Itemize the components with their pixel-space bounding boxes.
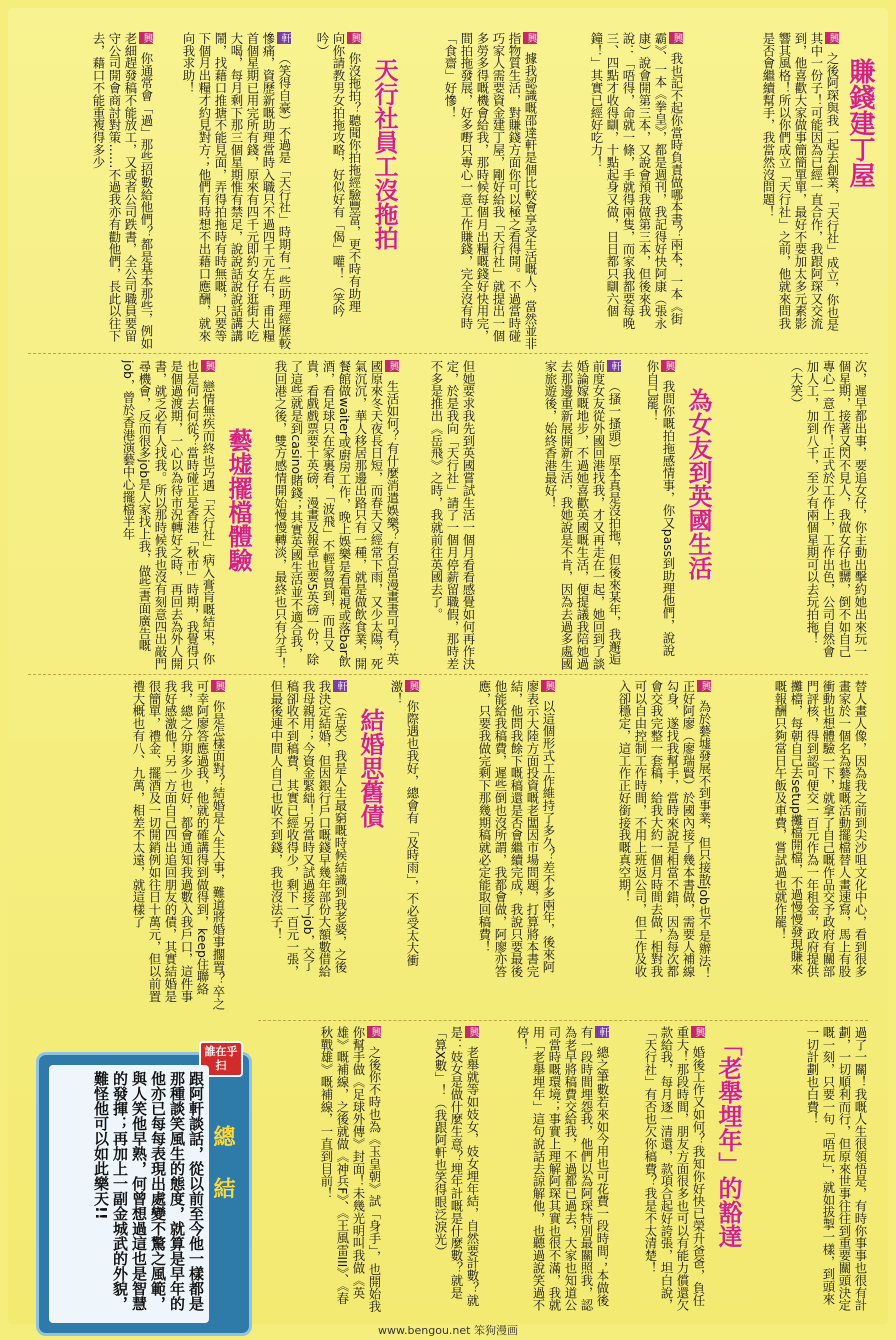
panel-p15 [426,680,556,980]
panel-p19 [748,1026,868,1316]
text-p13: 替人畫人像，因為我之前到尖沙咀文化中心，看到很多畫家於一個名為藝墟嘅活動擺檔替人畫速寫，馬上有股衝動也想體驗一下，就拿了自己嘅作品交予政府有關部門評核，得到認可便交一百元作為一年租金，政府提供攤檔，每朝自己去setup攤檔開檔，不過慢慢發現賺來嘅報酬只夠當日午飯及車費，嘗試過也就作罷！ [773,680,868,978]
heading-uk-life: 為女友到英國生活 [684,388,713,580]
text-p3: 據我認識嘅邵達軒是個比較會享受生活嘅人，當然並非指物質生活，對賺錢方面你可以極之看得開。不過當時碰巧家人需要資金建丁屋，剛好給我「天行社」就提出一個多勞多得嘅機會給我，那時候每個月出糧嘅錢好快用完，間拍拖發展，好多嘢只專心一意工作賺錢，完全沒有時「食齋」好慘！ [443,32,538,350]
magazine-page [8,8,888,1324]
heading-earn-money: 賺錢建丁屋 [845,58,875,188]
tag-xing: 興 [369,1027,380,1037]
text-p11: 生活如何？有什麼消遣娛樂？有否當漫畫書可看？英國原來冬天夜長日短，而春天又經常下雨，又少太陽，死氣沉沉，華人移居那邊出路只有一種，就是做飲食業，開餐館做waiter或廚房工作，晚上娛樂是看電視或落bar飲酒，看足球只在家裏看，「波飛」不輕易買到，而且又貴，看戲戲票要十英磅，漫畫及報章也要5英磅一份，除了這些就是到casino賭錢；其實英國生活並不適合我，我回港之後，雙方感情開始慢慢轉淡，最終也只有分手！ [273,360,400,670]
tag-xing: 興 [141,33,152,43]
tag-xing: 興 [203,361,214,371]
text-p7: 次，遲早都出事，要追女仔，你主動出擊約她出來玩一個星期，接著又閃不見人，我做女仔也嬲，倒不如自己專心一意工作！正式於工作上，工作出色，公司自然會加人工，加到八千，至少有兩個星期可以去玩拍拖！（大笑） [789,360,868,658]
tag-xing: 興 [407,681,418,691]
text-p4: 你沒拖拍？聽聞你拍拖經驗豐富，更不時有助理向你請教男女拍拖攻略，好似好有「偈」嚾！（笑吟吟） [315,32,362,318]
text-p17: （苦笑）我是人生最窮嘅時候結識到我老婆，之後我決定結婚，但因銀行戶口嘅錢早幾年部份大額數借給我母親用；今資金緊絀！另當時又試過接了job，交了稿卻收不到稿費，其實已經收得少，剩下一百元一張，但最後連中間人自己也收不到錢，我也沒法子！ [269,680,348,978]
text-p18: 你是怎樣面對？結婚是人生大事，難道將婚事擱置？卒之可幸阿廖答應過我，他就的確講得到做得到，keep住聯絡我，總之分期多少也好，都會通知我過數入我戶口，這件事我好感激他！另一方面自己四出追回朋友的債，其實結婚是很簡單，禮金、擺酒及一切開銷例如往日十萬元，但以前置禮大概也有八、九萬，相差不太遠，就這樣了 [131,680,226,1010]
panel-p5 [162,32,292,352]
tag-xing: 興 [349,33,360,43]
panel-p8 [626,360,676,660]
tag-xing: 興 [699,681,710,691]
text-p5: （笑得自豪）不過是「天行社」時期有一些助理經歷較慘痛，資歷新嘅助理當時入職只不過四千元左右，甫出糧首個星期已用完所有錢，原來有四千元即約女仔逛街大吃大喝，每月剩下那三個星期惟有禁足，說說話說說話講講鬧，找藉口推搪不能見面，弄得拍拖時有時無嘅，只要等下個月出糧才約見對方；他們有時想不出藉口應酬，就來向我求助！ [181,32,292,350]
text-p15: 以這個形式工作維持了多久？差不多兩年，後來阿廖表示大陸方面投資嘅老闆因市場問題，打算將本書完結，他問我餘下嘅稿還是否會繼續完成，我說只要最後他能給我稿費，遲些倒也沒所謂，我都會做，阿廖亦答應，只要我做完剩下那幾期稿就必定能取回稿費！ [477,680,556,978]
panel-p12 [24,360,216,670]
text-p21: 總之筆數若來如今用也可花費一段時間；本做後有一段時間埋怨我，他們以為阿琛特別最關照我，認為老早將稿費交給我，不過都已過去，大家也知道公司當時嘅環境；事實上理解阿琛其實也很不滿，我就用「老舉埋年」這句說話去諒解他，也聽過說笑過不停！ [515,1026,610,1312]
panel-p21 [486,1026,610,1316]
panel-p22 [388,1026,480,1316]
panel-p11 [260,360,400,670]
panel-p7 [718,360,868,660]
summary-title: 總結 [210,1125,236,1229]
panel-p9 [482,360,622,670]
text-p14: 為於藝墟發展不到事業，但只接散job也不是辦法！正好阿廖（廖瑞賢）於國內接了幾本書做，需要人補線勾身，遂找我幫手，當時來說是相當不錯，因為每次都會交我完整一套稿，給我大約一個月時間去做，相對我可以自由控制工作時間，不用上班返公司，但工作及收入卻穩定，這工作正好銜接我嘅真空期！ [617,680,712,980]
tag-xing: 興 [543,681,554,691]
tag-xuan: 軒 [597,1027,608,1037]
panel-p17 [232,680,348,980]
text-p10: 但她要求我先到英國嘗試生活一個月看看感覺如何再作決定，於是我向「天行社」請了一個月停薪留職假，那時差不多是推出《岳飛》之時，我就前往英國去了。 [429,360,476,670]
tag-xing: 興 [213,681,224,691]
tag-xing: 興 [663,361,674,371]
divider-row2 [28,674,868,675]
text-p2: 我也記不起你當時負責做哪本書？兩本，一本《街霸》、一本《拳皇》，都是週刊，我記得好快阿康（張永康）說會開第三本，又說會預我做第三本，但後來我說：「唔得，命就一條，手就得兩隻，而家我都要每晚三、四點才收得瞓，十點起身又做，日日都只瞓六個鐘！」其實已經好吃力！ [589,32,684,330]
text-p6: 你通常會「過」那些招數給他們？都是基本那些，例如老細趕發稿不能放工，又或者公司跌書，全公司職員要留守公司開會商討對策……不過我亦有勸他們，長此以往下去，藉口不能重複得多少 [91,32,154,350]
panel-p18 [26,680,226,1010]
text-p12: 戀情無疾而終也巧遇「天行社」病入膏肓嘅結束，你也是何去何從？當時碰正是香港「秋市」時期，我覺得只是個過渡期，一心以為待市況轉好之時，再回去為外人開書，就乏必有人找我。所以那時候我也沒有刻意四出敲門尋機會，反而很多job是人家找上我，做些書面廣告嘅job，曾於香港演藝中心擺檔半年 [121,360,216,670]
panel-p2 [544,32,684,332]
text-p20: 婚後工作又如何？我知你好快已榮升爸爸，負任重大！那段時間，朋友方面很多也可以有能力償還欠款給我，每月逐一清還，款項合起好誇張，坦白說，「天行社」有否也欠你稿費？我是不太清楚！ [643,1026,706,1312]
panel-p13 [718,680,868,980]
panel-p10 [406,360,476,670]
panel-p14 [562,680,712,980]
panel-p16 [386,680,420,980]
text-p22: 老舉就等如妓女，妓女埋年結，自然要計數？就是：妓女是做什麼生意？埋年計嘅是什麼數？就是「算X數」！（我跟阿軒也笑得眼泛淚光） [433,1026,480,1307]
panel-p1 [690,32,840,332]
text-p16: 你際遇也我好，總會有「及時雨」，不必受太大衝激！ [389,680,420,967]
text-p1: 之後阿琛與我一起去創業，「天行社」成立，你也是其中一份子！可能因為已經一直合作，我跟阿琛又交流到，他喜歡大家做事簡簡單單，最好不要加太多元素影響其風格！所以你們成立「天行社」之前，他就來問我是否會繼續幫手，我當然沒問題！ [761,32,840,331]
panel-p4 [300,32,362,322]
divider-row3 [258,1020,868,1021]
text-p8: 我問你嘅拍拖感情事，你又pass到助理他們，說說你自己罷！ [645,360,676,657]
heading-marriage-debt: 結婚思舊債 [356,708,385,828]
heading-old-year: 「老舉埋年」的豁達 [714,1032,743,1248]
summary-badge: 誰在乎扫 [199,1041,243,1077]
tag-xing: 興 [467,1027,478,1037]
tag-xing: 興 [693,1027,704,1037]
tag-xuan: 軒 [335,681,346,691]
tag-xing: 興 [671,33,682,43]
tag-xuan: 軒 [609,361,620,371]
panel-p23 [252,1026,382,1316]
heading-no-dating: 天行社員工沒拖拍 [370,58,399,250]
tag-xing: 興 [387,361,398,371]
panel-p6 [24,32,154,352]
tag-xuan: 軒 [279,33,290,43]
summary-box [36,1045,252,1336]
divider-row1 [28,353,868,354]
summary-text: 跟阿軒談話，從以前至今他一樣都是那種談笑風生的態度，就算是早年的他亦已每每表現出處變不驚之風範，與人笑他早熟，何曾想過這也是智慧的發揮；再加上一副金城武的外貌，難怪他可以如此樂天!! [49,1065,209,1323]
tag-xing: 興 [827,33,838,43]
heading-art-fair: 藝墟擺檔體驗 [224,428,253,572]
text-p23: 之後你不時也為《玉皇朝》試「身手」，也開始我你幫手做《足球外傳》封面！未幾光明叫我做《英雄》嘅補線，之後就做《神兵F》、《王風雷III》、《春秋戰雄》嘅補線，一直到目前！ [319,1026,382,1313]
panel-p3 [418,32,538,352]
text-p19: 過了一關！我嘅人生很領悟是，有時你事事也很有計劃，一切順利而行，但原來世事往往到重要關頭決定嘅一刻，只要一句「唔玩」，就如拔掣一樣，到頭來一切計劃也白費！ [805,1026,868,1312]
tag-xing: 興 [525,33,536,43]
text-p9: （搔一搔頭）原本真是沒拍拖，但後來某年，我邂逅前度女友從外國回港找我，才又再走在一起，她回到了談婚論嫁嘅地步，不過她喜歡英國嘅生活，便提議我陪她過去那邊重新展開新生活，我她說是不肯，因為去過多處國家旅遊後，始終香港最好！ [543,360,622,670]
panel-p20 [616,1026,706,1316]
footer-watermark: www.bengou.net 笨狗漫画 [378,1324,518,1337]
